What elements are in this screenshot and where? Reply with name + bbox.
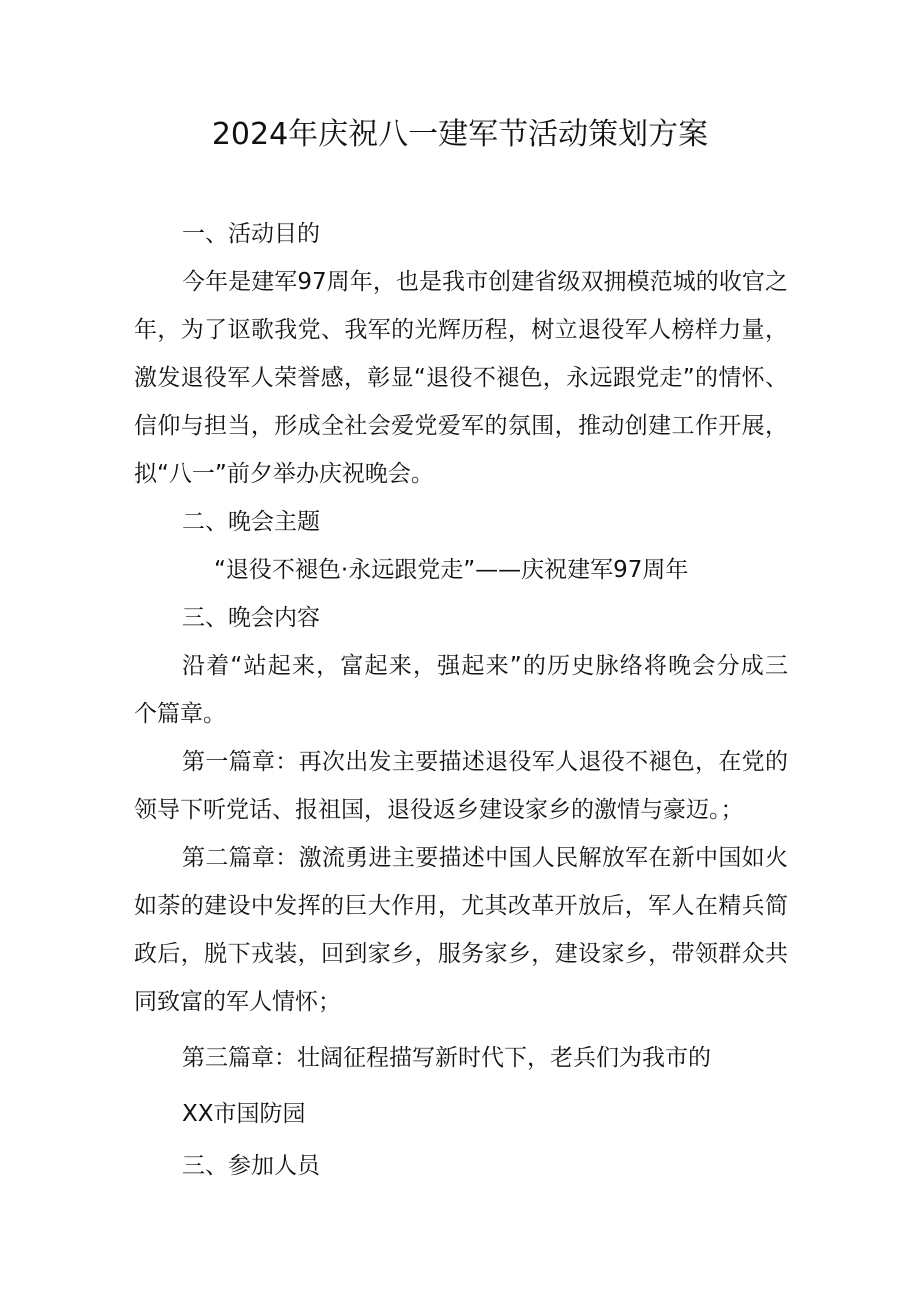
paragraph-line: 年，为了讴歌我党、我军的光辉历程，树立退役军人榜样力量， [134, 317, 788, 343]
chapter-two-line: 同致富的军人情怀； [134, 989, 341, 1015]
paragraph-line: 个篇章。 [134, 701, 226, 727]
paragraph-line: 今年是建军97周年，也是我市创建省级双拥模范城的收官之 [182, 269, 788, 295]
chapter-one-line: 第一篇章：再次出发主要描述退役军人退役不褪色，在党的 [182, 749, 788, 775]
theme-line: “退役不褪色·永远跟党走”——庆祝建军97周年 [214, 557, 689, 583]
section-heading-content: 三、晚会内容 [182, 605, 320, 631]
section-heading-theme: 二、晚会主题 [182, 509, 320, 535]
paragraph-line: 沿着“站起来，富起来，强起来”的历史脉络将晚会分成三 [182, 653, 788, 679]
paragraph-line: 拟“八一”前夕举办庆祝晚会。 [134, 461, 434, 487]
venue-line: XX市国防园 [182, 1101, 306, 1127]
section-heading-purpose: 一、活动目的 [182, 221, 320, 247]
paragraph-line: 激发退役军人荣誉感，彰显“退役不褪色，永远跟党走”的情怀、 [134, 365, 788, 391]
paragraph-line: 信仰与担当，形成全社会爱党爱军的氛围，推动创建工作开展， [134, 413, 788, 439]
section-heading-participants: 三、参加人员 [182, 1153, 320, 1179]
chapter-three-line: 第三篇章：壮阔征程描写新时代下，老兵们为我市的 [182, 1045, 711, 1071]
chapter-two-line: 第二篇章：激流勇进主要描述中国人民解放军在新中国如火 [182, 845, 788, 871]
chapter-two-line: 政后，脱下戎装，回到家乡，服务家乡，建设家乡，带领群众共 [134, 941, 788, 967]
chapter-one-line: 领导下听党话、报祖国，退役返乡建设家乡的激情与豪迈。； [134, 797, 744, 823]
document-title: 2024年庆祝八一建军节活动策划方案 [211, 117, 709, 152]
chapter-two-line: 如荼的建设中发挥的巨大作用，尤其改革开放后，军人在精兵简 [134, 893, 788, 919]
